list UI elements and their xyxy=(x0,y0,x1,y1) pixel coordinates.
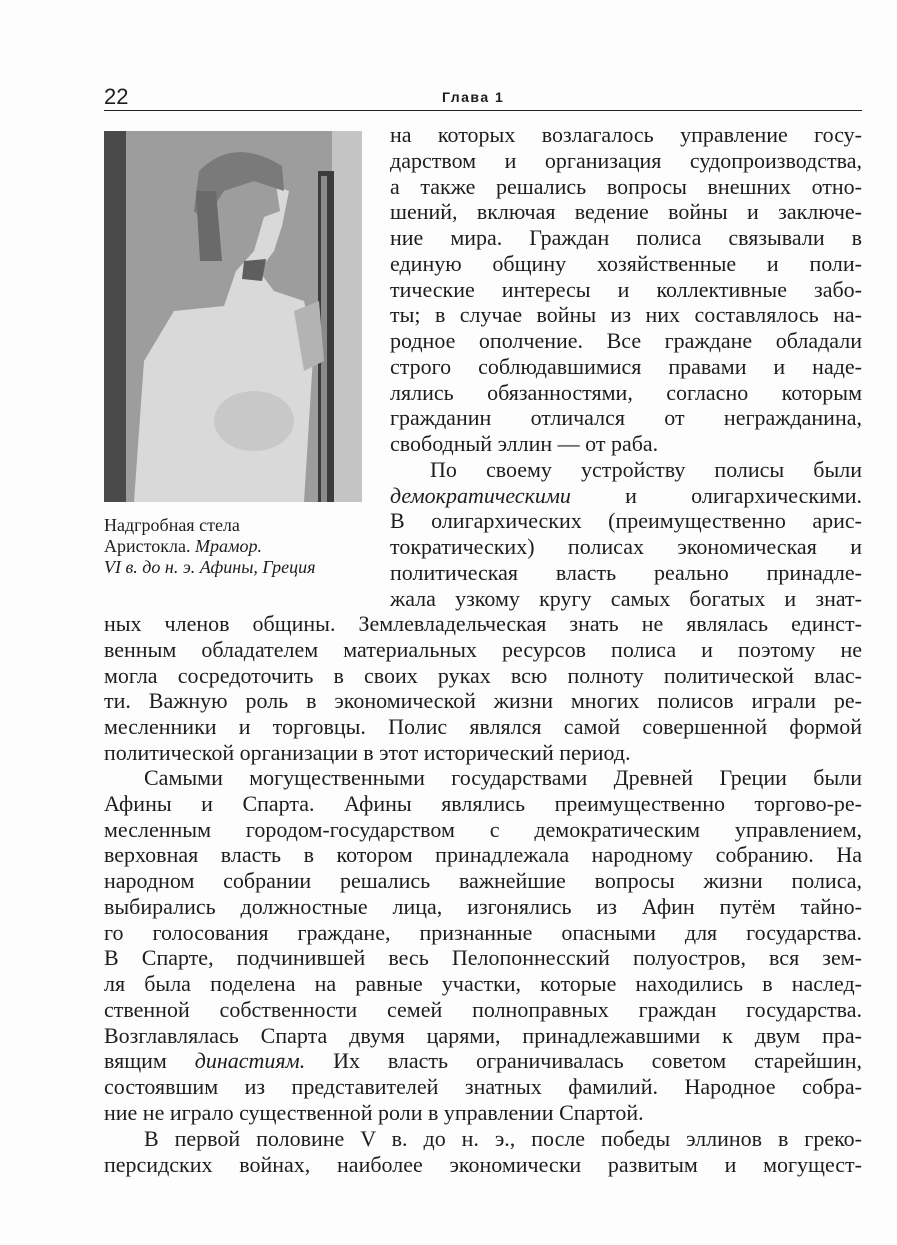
term-italic: демократическими xyxy=(390,482,571,508)
text-line: го голосования граждане, признанные опасными для государства. xyxy=(104,919,862,945)
text-line: состоявшим из представителей знатных фамилий. Народное собра- xyxy=(104,1074,862,1099)
paragraph-athens-sparta xyxy=(104,765,862,1126)
text-line: выбирались должностные лица, изгонялись из Афин путём тайно- xyxy=(104,893,862,919)
text-fragment: Их власть ограничивалась советом старейшин, xyxy=(305,1048,863,1074)
text-line: ля была поделена на равные участки, которые находились в наслед- xyxy=(104,971,862,996)
text-line: верховная власть в котором принадлежала народному собранию. На xyxy=(104,842,862,868)
text-line: В олигархических (преимущественно арис- xyxy=(390,508,862,534)
text-line: жала узкому кругу самых богатых и знат- xyxy=(390,585,862,611)
caption-line xyxy=(104,536,374,557)
text-line: Самыми могущественными государствами Древней Греции были xyxy=(144,765,862,790)
text-line: В Спарте, подчинившей весь Пелопоннесский полуостров, вся зем- xyxy=(104,945,862,971)
text-fragment: и олигархическими. xyxy=(570,482,862,508)
text-line: ти. Важную роль в экономической жизни многих полисов играли ре- xyxy=(104,688,862,714)
text-line: свободный эллин — от раба. xyxy=(390,431,659,456)
text-fragment: вящим xyxy=(104,1048,195,1074)
text-line: Афины и Спарта. Афины являлись преимущественно торгово-ре- xyxy=(104,790,862,816)
caption-material: Мрамор. xyxy=(194,536,262,556)
text-line: лялись обязанностями, согласно которым xyxy=(390,379,862,405)
text-line: политической организации в этот исторический период. xyxy=(104,739,631,765)
text-line: тократических) полисах экономическая и xyxy=(390,534,862,559)
text-line: а также решались вопросы внешних отно- xyxy=(390,173,862,199)
text-line: месленным городом-государством с демократическим управлением, xyxy=(104,816,862,842)
text-line xyxy=(104,1048,862,1074)
text-line: народном собрании решались важнейшие вопросы жизни полиса, xyxy=(104,868,862,893)
text-line: родное ополчение. Все граждане обладали xyxy=(390,328,862,353)
text-line: ственной собственности семей полноправных граждан государства. xyxy=(104,996,862,1022)
chapter-title: Глава 1 xyxy=(442,89,505,105)
text-line: По своему устройству полисы были xyxy=(430,456,862,482)
text-line: тические интересы и коллективные забо- xyxy=(390,276,862,302)
paragraph-fifth-century xyxy=(104,1126,862,1178)
text-line: строго соблюдавшимися правами и наде- xyxy=(390,353,862,379)
text-line: единую общину хозяйственные и поли- xyxy=(390,250,862,276)
text-line: ты; в случае войны из них составлялось на- xyxy=(390,302,862,328)
text-line xyxy=(390,483,862,509)
caption-line: Надгробная стела xyxy=(104,515,240,535)
term-italic: династиям. xyxy=(194,1048,306,1074)
text-line: дарством и организация судопроизводства, xyxy=(390,147,862,173)
caption-line: VI в. до н. э. Афины, Греция xyxy=(104,557,316,577)
text-line: В первой половине V в. до н. э., после победы эллинов в греко- xyxy=(144,1126,862,1151)
text-line: Возглавлялась Спарта двумя царями, принадлежавшими к двум пра- xyxy=(104,1022,862,1048)
text-line: ние не играло существенной роли в управлении Спартой. xyxy=(104,1099,644,1125)
text-line: ных членов общины. Землевладельческая знать не являлась единст- xyxy=(104,611,862,636)
figure-caption xyxy=(104,515,374,578)
text-line: персидских войнах, наиболее экономически развитым и могущест- xyxy=(104,1151,862,1177)
text-line: гражданин отличался от негражданина, xyxy=(390,405,862,431)
right-column-text xyxy=(390,122,862,611)
text-line: венным обладателем материальных ресурсов полиса и поэтому не xyxy=(104,636,862,662)
running-header xyxy=(104,84,862,111)
text-line: могла сосредоточить в своих руках всю полноту политической влас- xyxy=(104,662,862,688)
text-line: политическая власть реально принадле- xyxy=(390,559,862,585)
text-line: шений, включая ведение войны и заключе- xyxy=(390,199,862,225)
paragraph-continuation xyxy=(104,611,862,766)
stele-photo xyxy=(104,131,362,502)
page-number: 22 xyxy=(104,84,129,109)
caption-text: Аристокла. xyxy=(104,536,195,556)
text-line: на которых возлагалось управление госу- xyxy=(390,122,862,147)
text-line: месленники и торговцы. Полис являлся самой совершенной формой xyxy=(104,714,862,739)
text-line: ние мира. Граждан полиса связывали в xyxy=(390,225,862,250)
